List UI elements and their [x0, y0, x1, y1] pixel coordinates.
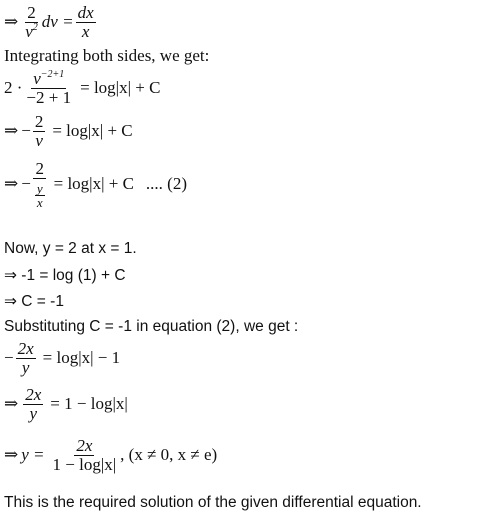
rhs: = log|x| + C: [52, 121, 133, 141]
denominator: [33, 179, 47, 209]
denominator: y: [21, 357, 30, 377]
implies-symbol: ⇒: [4, 174, 19, 194]
inner-fraction: $\frac{y}{x}$: [36, 180, 43, 210]
lead-term: 2 ·: [4, 78, 23, 98]
rhs: = log|x| − 1: [42, 348, 121, 368]
numerator: 2x: [25, 385, 42, 404]
numerator: 2: [27, 3, 36, 22]
numerator: dx: [77, 3, 94, 22]
equation-line-11: [4, 386, 128, 423]
denominator: $v^2$: [25, 21, 38, 41]
denominator: v: [35, 130, 43, 150]
text-integrating: Integrating both sides, we get:: [4, 46, 210, 65]
numerator: $v^{-2+1}$: [33, 69, 65, 88]
numerator: 2x: [76, 436, 93, 455]
implies-symbol: ⇒: [4, 394, 19, 414]
equation-tag: .... (2): [145, 174, 187, 194]
equation-line-1: [4, 4, 98, 41]
text-substituting: Substituting C = -1 in equation (2), we get :: [4, 318, 299, 335]
equation-line-12: [4, 437, 217, 474]
text-conclusion: This is the required solution of the given differential equation.: [4, 494, 422, 511]
numerator: 2x: [17, 339, 34, 358]
fraction-2-over-y-over-x: [33, 160, 47, 209]
fraction-power: [24, 70, 73, 107]
lhs: y =: [21, 445, 45, 465]
rhs: = log|x| + C: [80, 78, 161, 98]
equation-line-3: [4, 70, 160, 107]
numerator: 2: [35, 159, 44, 178]
domain-condition: , (x ≠ 0, x ≠ e): [120, 445, 218, 465]
equation-line-10: [4, 340, 120, 377]
fraction-2-over-v: [33, 113, 46, 150]
equation-line-5: [4, 160, 187, 209]
implies-symbol: ⇒: [4, 445, 19, 465]
fraction-2x-over-y: [16, 340, 36, 377]
fraction-2x-over-y: [23, 386, 43, 423]
denominator: y: [29, 403, 38, 423]
text-substitute-condition: ⇒ -1 = log (1) + C: [4, 267, 126, 284]
minus-sign: −: [4, 348, 14, 368]
denominator: 1 − log|x|: [52, 454, 117, 474]
denominator: x: [81, 21, 90, 41]
dv-term: dv =: [41, 12, 74, 32]
text-constant-value: ⇒ C = -1: [4, 293, 64, 310]
equation-line-4: [4, 113, 133, 150]
numerator: 2: [34, 112, 44, 131]
minus-sign: −: [21, 174, 31, 194]
fraction-solution: [51, 437, 119, 474]
rhs: = 1 − log|x|: [50, 394, 128, 414]
minus-sign: −: [21, 121, 31, 141]
text-initial-condition: Now, y = 2 at x = 1.: [4, 240, 137, 257]
fraction-2-over-v2: [23, 4, 40, 41]
fraction-dx-over-x: [76, 4, 96, 41]
implies-symbol: ⇒: [4, 12, 19, 32]
denominator: −2 + 1: [26, 87, 72, 107]
implies-symbol: ⇒: [4, 121, 19, 141]
rhs: = log|x| + C: [53, 174, 134, 194]
